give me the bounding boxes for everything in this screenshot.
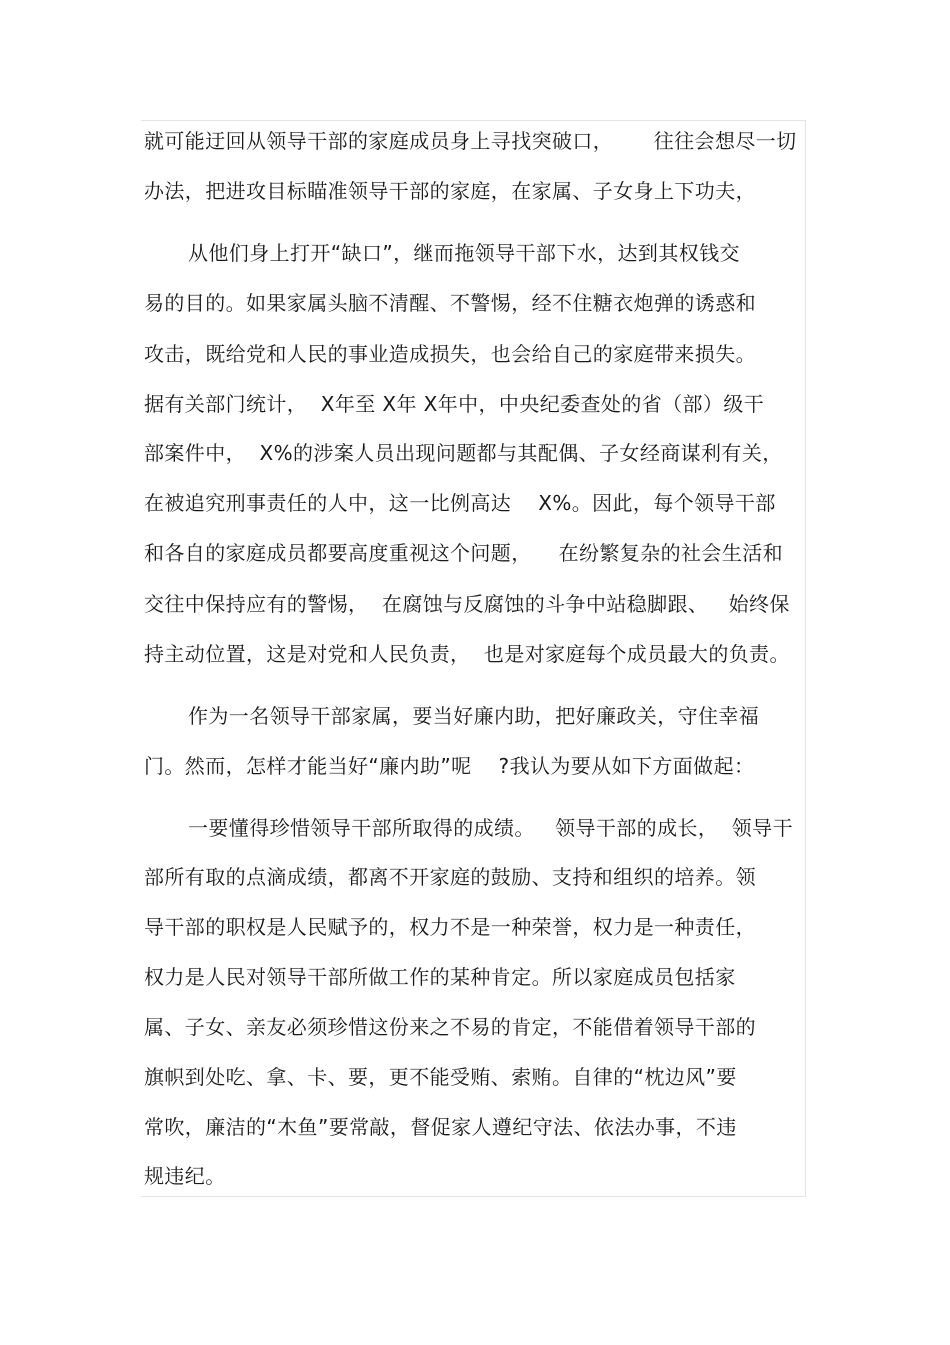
text-line: 门。然而，怎样才能当好“廉内助”呢 ?我认为要从如下方面做起： [144, 754, 755, 778]
text-line: 一要懂得珍惜领导干部所取得的成绩。 领导干部的成长， 领导干 [188, 816, 793, 840]
text-line: 权力是人民对领导干部所做工作的某种肯定。所以家庭成员包括家 [144, 965, 736, 989]
text-line: 属、子女、亲友必须珍惜这份来之不易的肯定，不能借着领导干部的 [144, 1015, 756, 1039]
text-line: 规违纪。 [144, 1164, 226, 1188]
text-line: 部所有取的点滴成绩，都离不开家庭的鼓励、支持和组织的培养。领 [144, 865, 756, 889]
text-line: 易的目的。如果家属头脑不清醒、不警惕，经不住糖衣炮弹的诱惑和 [144, 291, 756, 315]
text-line: 从他们身上打开“缺口”，继而拖领导干部下水，达到其权钱交 [188, 241, 740, 265]
text-line: 交往中保持应有的警惕， 在腐蚀与反腐蚀的斗争中站稳脚跟、 始终保 [144, 592, 790, 616]
text-line: 办法，把进攻目标瞄准领导干部的家庭，在家属、子女身上下功夫， [144, 179, 756, 203]
text-line: 常吹，廉洁的“木鱼”要常敲，督促家人遵纪守法、依法办事，不违 [144, 1115, 737, 1139]
text-line: 就可能迂回从领导干部的家庭成员身上寻找突破口， 往往会想尽一切 [144, 129, 797, 153]
text-line: 在被追究刑事责任的人中，这一比例高达 X%。因此，每个领导干部 [144, 491, 776, 515]
text-line: 作为一名领导干部家属，要当好廉内助，把好廉政关，守住幸福 [188, 704, 760, 728]
text-line: 导干部的职权是人民赋予的，权力不是一种荣誉，权力是一种责任， [144, 915, 756, 939]
text-line: 据有关部门统计， X年至 X年 X年中，中央纪委查处的省（部）级干 [144, 392, 765, 416]
text-line: 旗帜到处吃、拿、卡、要，更不能受贿、索贿。自律的“枕边风”要 [144, 1065, 737, 1089]
text-line: 部案件中， X%的涉案人员出现问题都与其配偶、子女经商谋利有关， [144, 441, 783, 465]
text-line: 和各自的家庭成员都要高度重视这个问题， 在纷繁复杂的社会生活和 [144, 541, 784, 565]
text-line: 持主动位置，这是对党和人民负责， 也是对家庭每个成员最大的负责。 [144, 642, 790, 666]
text-line: 攻击，既给党和人民的事业造成损失，也会给自己的家庭带来损失。 [144, 342, 756, 366]
